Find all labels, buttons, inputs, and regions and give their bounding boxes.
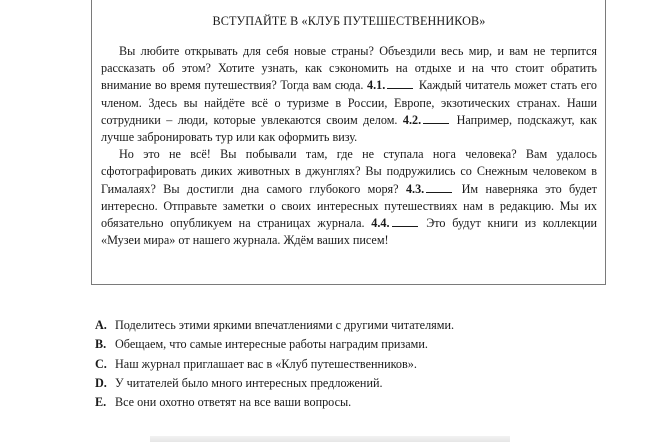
paragraph-2-text-3: Это будут книги из коллекции «Музеи мира» от нашего журнала. Ждём ваших писем! — [101, 216, 597, 248]
scan-shadow — [150, 436, 510, 442]
answer-options-list — [95, 316, 615, 412]
gap-blank-4-2 — [423, 112, 449, 124]
option-text: Все они охотно ответят на все ваши вопросы. — [115, 395, 352, 410]
option-letter: C. — [95, 356, 107, 371]
option-b — [95, 335, 615, 354]
gap-blank-4-3 — [426, 181, 452, 193]
option-text: Наш журнал приглашает вас в «Клуб путешественников». — [115, 356, 417, 371]
option-letter: B. — [95, 337, 107, 352]
gap-blank-4-4 — [392, 215, 418, 227]
paragraph-1 — [101, 43, 597, 146]
gap-label-4-4: 4.4. — [371, 216, 390, 231]
option-letter: D. — [95, 375, 107, 390]
gap-label-4-2: 4.2. — [402, 112, 422, 127]
article-box — [91, 0, 606, 285]
paragraph-2 — [101, 146, 597, 249]
option-letter: E. — [95, 395, 107, 410]
option-d — [95, 374, 615, 393]
paragraph-1-text-1: Вы любите открывать для себя новые страны? Объездили весь мир, и вам не терпится рассказать об этом? Хотите узнать, как сэкономить на отдыхе и на что стоит обратить внимание во время путешествия? Тогда вам сюда. — [101, 44, 597, 93]
paragraph-1-text-3: Например, подскажут, как лучше забронировать тур или как оформить визу. — [101, 112, 597, 145]
option-letter: A. — [95, 318, 107, 332]
gap-label-4-1: 4.1. — [367, 78, 386, 93]
option-a — [95, 316, 615, 335]
option-text: У читателей было много интересных предложений. — [115, 375, 383, 390]
article-title: ВСТУПАЙТЕ В «КЛУБ ПУТЕШЕСТВЕННИКОВ» — [212, 14, 486, 28]
paragraph-2-text-2: Им наверняка это будет интересно. Отправьте заметки о своих интересных путешествиях нам в редакцию. Мы их обязательно опубликуем на страницах журнала. — [101, 181, 598, 231]
option-text: Обещаем, что самые интересные работы наградим призами. — [115, 337, 428, 352]
paragraph-2-text-1: Но это не всё! Вы побывали там, где не ступала нога человека? Вам удалось сфотографировать диких животных в джунглях? Вы подружились со Снежным человеком в Гималаях? Вы достигли дна самого глубокого моря? — [101, 147, 597, 196]
gap-blank-4-1 — [387, 77, 413, 89]
option-c — [95, 355, 615, 374]
paragraph-1-text-2: Каждый читатель может стать его членом. Здесь вы найдёте всё о туризме в России, Европе, экзотических странах. Наши сотрудники – люди, которые увлекаются своим делом. — [101, 78, 598, 127]
option-e — [95, 393, 615, 412]
option-text: Поделитесь этими яркими впечатлениями с другими читателями. — [115, 318, 455, 332]
gap-label-4-3: 4.3. — [405, 181, 425, 196]
